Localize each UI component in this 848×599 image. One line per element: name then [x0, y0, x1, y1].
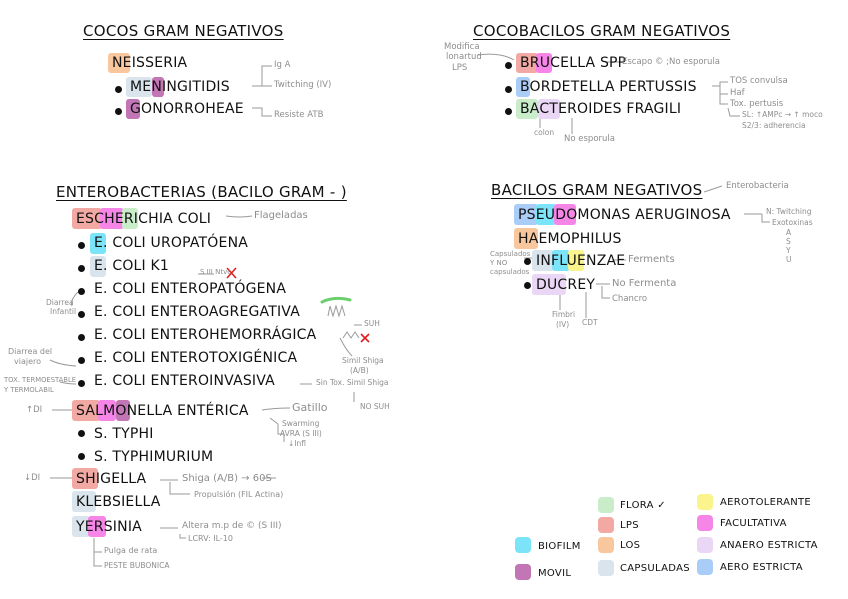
bullet-dot — [78, 265, 85, 272]
item-e-coli-k1: E. COLI K1 — [94, 258, 170, 274]
item-e-coli-enteroinvasiva: E. COLI ENTEROINVASIVA — [94, 373, 275, 389]
note-y-no: Y NO — [490, 259, 508, 267]
section-title-cocos: COCOS GRAM NEGATIVOS — [83, 22, 284, 40]
legend-label-aero-estricta: AERO ESTRICTA — [720, 562, 803, 573]
item-neisseria: NEISSERIA — [112, 55, 188, 71]
item-haemophilus: HAEMOPHILUS — [518, 231, 622, 247]
note-n-twitching: N: Twitching — [766, 207, 812, 216]
note-no-suh: NO SUH — [360, 402, 390, 411]
note-viajero: viajero — [14, 357, 42, 366]
item-yersinia: YERSINIA — [76, 519, 142, 535]
bullet-dot — [505, 86, 512, 93]
legend-swatch-facultativa — [697, 515, 713, 531]
note-colon: colon — [534, 128, 555, 137]
note-ferments: Ferments — [628, 254, 675, 265]
bullet-dot — [78, 288, 85, 295]
legend-swatch-capsuladas — [598, 560, 614, 576]
bullet-dot — [115, 108, 122, 115]
note-tox-termoestable: TOX. TERMOESTABLE — [4, 376, 77, 384]
note-shiga-60s: Shiga (A/B) → 60S — [182, 473, 272, 484]
legend-label-los: LOS — [620, 540, 641, 551]
note-sin-tox-simil-shiga: Sin Tox. Simil Shiga — [316, 378, 389, 387]
bullet-dot — [78, 242, 85, 249]
note-down-infl: ↓Infl — [288, 439, 306, 448]
item-e-coli-uropatoena: E. COLI UROPATÓENA — [94, 235, 249, 251]
bullet-dot — [524, 258, 531, 265]
note-iga: Ig A — [274, 60, 291, 70]
legend-label-anaero-estricta: ANAERO ESTRICTA — [720, 540, 818, 551]
item-e-coli-enteroagregativa: E. COLI ENTEROAGREGATIVA — [94, 304, 300, 320]
note-altera: Altera m.p de © (S III) — [182, 521, 282, 531]
note-adherencia: S2/3: adherencia — [742, 121, 806, 130]
note-s: S — [786, 237, 791, 246]
item-e-coli-enteropatogena: E. COLI ENTEROPATÓGENA — [94, 281, 287, 297]
section-title-cocobacilos: COCOBACILOS GRAM NEGATIVOS — [473, 22, 731, 40]
item-brucella: BRUCELLA SPP — [520, 55, 627, 71]
note-cdt: CDT — [582, 318, 598, 327]
legend-label-flora: FLORA ✓ — [620, 500, 666, 511]
note-twitching: Twitching (IV) — [274, 80, 332, 90]
note-flageladas: Flageladas — [254, 210, 308, 221]
note-lps: LPS — [452, 63, 468, 73]
note-suh: SUH — [364, 319, 380, 328]
bullet-dot — [78, 430, 85, 437]
bullet-dot — [524, 282, 531, 289]
note-a: A — [786, 228, 792, 237]
note-s3-ntvc: S III Ntvc — [200, 268, 232, 276]
bullet-dot — [505, 108, 512, 115]
note-fimbri: Fimbri — [552, 310, 576, 319]
item-s-typhimurium: S. TYPHIMURIUM — [94, 449, 214, 465]
note-u: U — [786, 255, 792, 264]
note-capsulados: Capsulados — [490, 250, 531, 258]
legend-swatch-flora — [598, 497, 614, 513]
item-shigella: SHIGELLA — [76, 471, 147, 487]
note-no-esporula: No esporula — [564, 134, 615, 144]
legend-swatch-biofilm — [515, 537, 531, 553]
note-propulsion: Propulsión (FIL Actina) — [194, 490, 284, 499]
note-diarrea-del: Diarrea del — [8, 347, 53, 356]
legend-label-lps: LPS — [620, 520, 639, 531]
legend-swatch-aero-estricta — [697, 559, 713, 575]
legend-swatch-anaero-estricta — [697, 537, 713, 553]
item-e-coli-enterotoxigenica: E. COLI ENTEROTOXIGÉNICA — [94, 350, 298, 366]
note-pulga: Pulga de rata — [104, 546, 158, 555]
note-modifica: Modifica — [444, 42, 480, 52]
note-enterobacteria: Enterobacteria — [726, 181, 789, 191]
legend-swatch-lps — [598, 517, 614, 533]
bullet-dot — [78, 380, 85, 387]
note-up-di: ↑DI — [26, 405, 43, 415]
item-gonorroheae: GONORROHEAE — [130, 101, 244, 117]
note-simil-shiga: Simil Shiga — [342, 356, 384, 365]
item-pseudomonas: PSEUDOMONAS AERUGINOSA — [518, 207, 731, 223]
note-chancro: Chancro — [612, 294, 648, 304]
bullet-dot — [78, 357, 85, 364]
note-ab: (A/B) — [350, 366, 369, 375]
note-lonartud: lonartud — [446, 52, 482, 62]
note-y-termolabil: Y TERMOLABIL — [4, 386, 54, 394]
section-title-enterobacterias: ENTEROBACTERIAS (BACILO GRAM - ) — [56, 183, 347, 201]
note-iv: (IV) — [556, 320, 570, 329]
note-tos-convulsa: TOS convulsa — [730, 76, 788, 86]
note-down-di: ↓DI — [24, 473, 41, 483]
legend-swatch-aerotolerante — [697, 494, 713, 510]
item-klebsiella: KLEBSIELLA — [76, 494, 161, 510]
note-lcrv: LCRV: IL-10 — [188, 534, 233, 543]
note-tox-pertusis: Tox. pertusis — [730, 99, 784, 109]
item-e-coli-enterohemorragica: E. COLI ENTEROHEMORRÁGICA — [94, 327, 317, 343]
section-title-bacilos: BACILOS GRAM NEGATIVOS — [491, 181, 703, 199]
item-meningitidis: MENINGITIDIS — [130, 79, 230, 95]
legend-swatch-los — [598, 537, 614, 553]
note-escapo: Escapo © ;No esporula — [622, 57, 721, 67]
item-influenzae: INFLUENZAE — [536, 253, 626, 269]
bullet-dot — [78, 311, 85, 318]
note-no-fermenta: No Fermenta — [612, 278, 677, 289]
item-ducrey: DUCREY — [536, 277, 596, 293]
bullet-dot — [78, 334, 85, 341]
item-escherichia-coli: ESCHERICHIA COLI — [76, 211, 212, 227]
legend-label-facultativa: FACULTATIVA — [720, 518, 787, 529]
note-avra: AVRA (S III) — [280, 429, 322, 438]
legend-label-movil: MOVIL — [538, 568, 572, 579]
note-resiste-atb: Resiste ATB — [274, 110, 324, 120]
note-haf: Haf — [730, 88, 745, 98]
item-bordetella: BORDETELLA PERTUSSIS — [520, 79, 697, 95]
legend-label-capsuladas: CAPSULADAS — [620, 563, 690, 574]
item-salmonella: SALMONELLA ENTÉRICA — [76, 403, 249, 419]
bullet-dot — [505, 62, 512, 69]
legend-label-biofilm: BIOFILM — [538, 541, 581, 552]
legend-label-aerotolerante: AEROTOLERANTE — [720, 497, 812, 508]
note-sl-ampc: SL: ↑AMPc → ↑ moco — [742, 110, 823, 119]
note-diarrea: Diarrea — [46, 298, 74, 307]
note-gatillo: Gatillo — [292, 401, 328, 414]
note-y: Y — [786, 246, 791, 255]
note-swarming: Swarming — [282, 419, 320, 428]
note-infantil: Infantil — [50, 307, 77, 316]
item-bacteroides: BACTEROIDES FRAGILI — [520, 101, 682, 117]
item-s-typhi: S. TYPHI — [94, 426, 154, 442]
legend-swatch-movil — [515, 564, 531, 580]
note-exotoxinas: Exotoxinas — [772, 218, 813, 227]
bullet-dot — [78, 453, 85, 460]
note-peste: PESTE BUBONICA — [104, 561, 170, 570]
bullet-dot — [115, 86, 122, 93]
note-capsulados-2: capsulados — [490, 268, 530, 276]
